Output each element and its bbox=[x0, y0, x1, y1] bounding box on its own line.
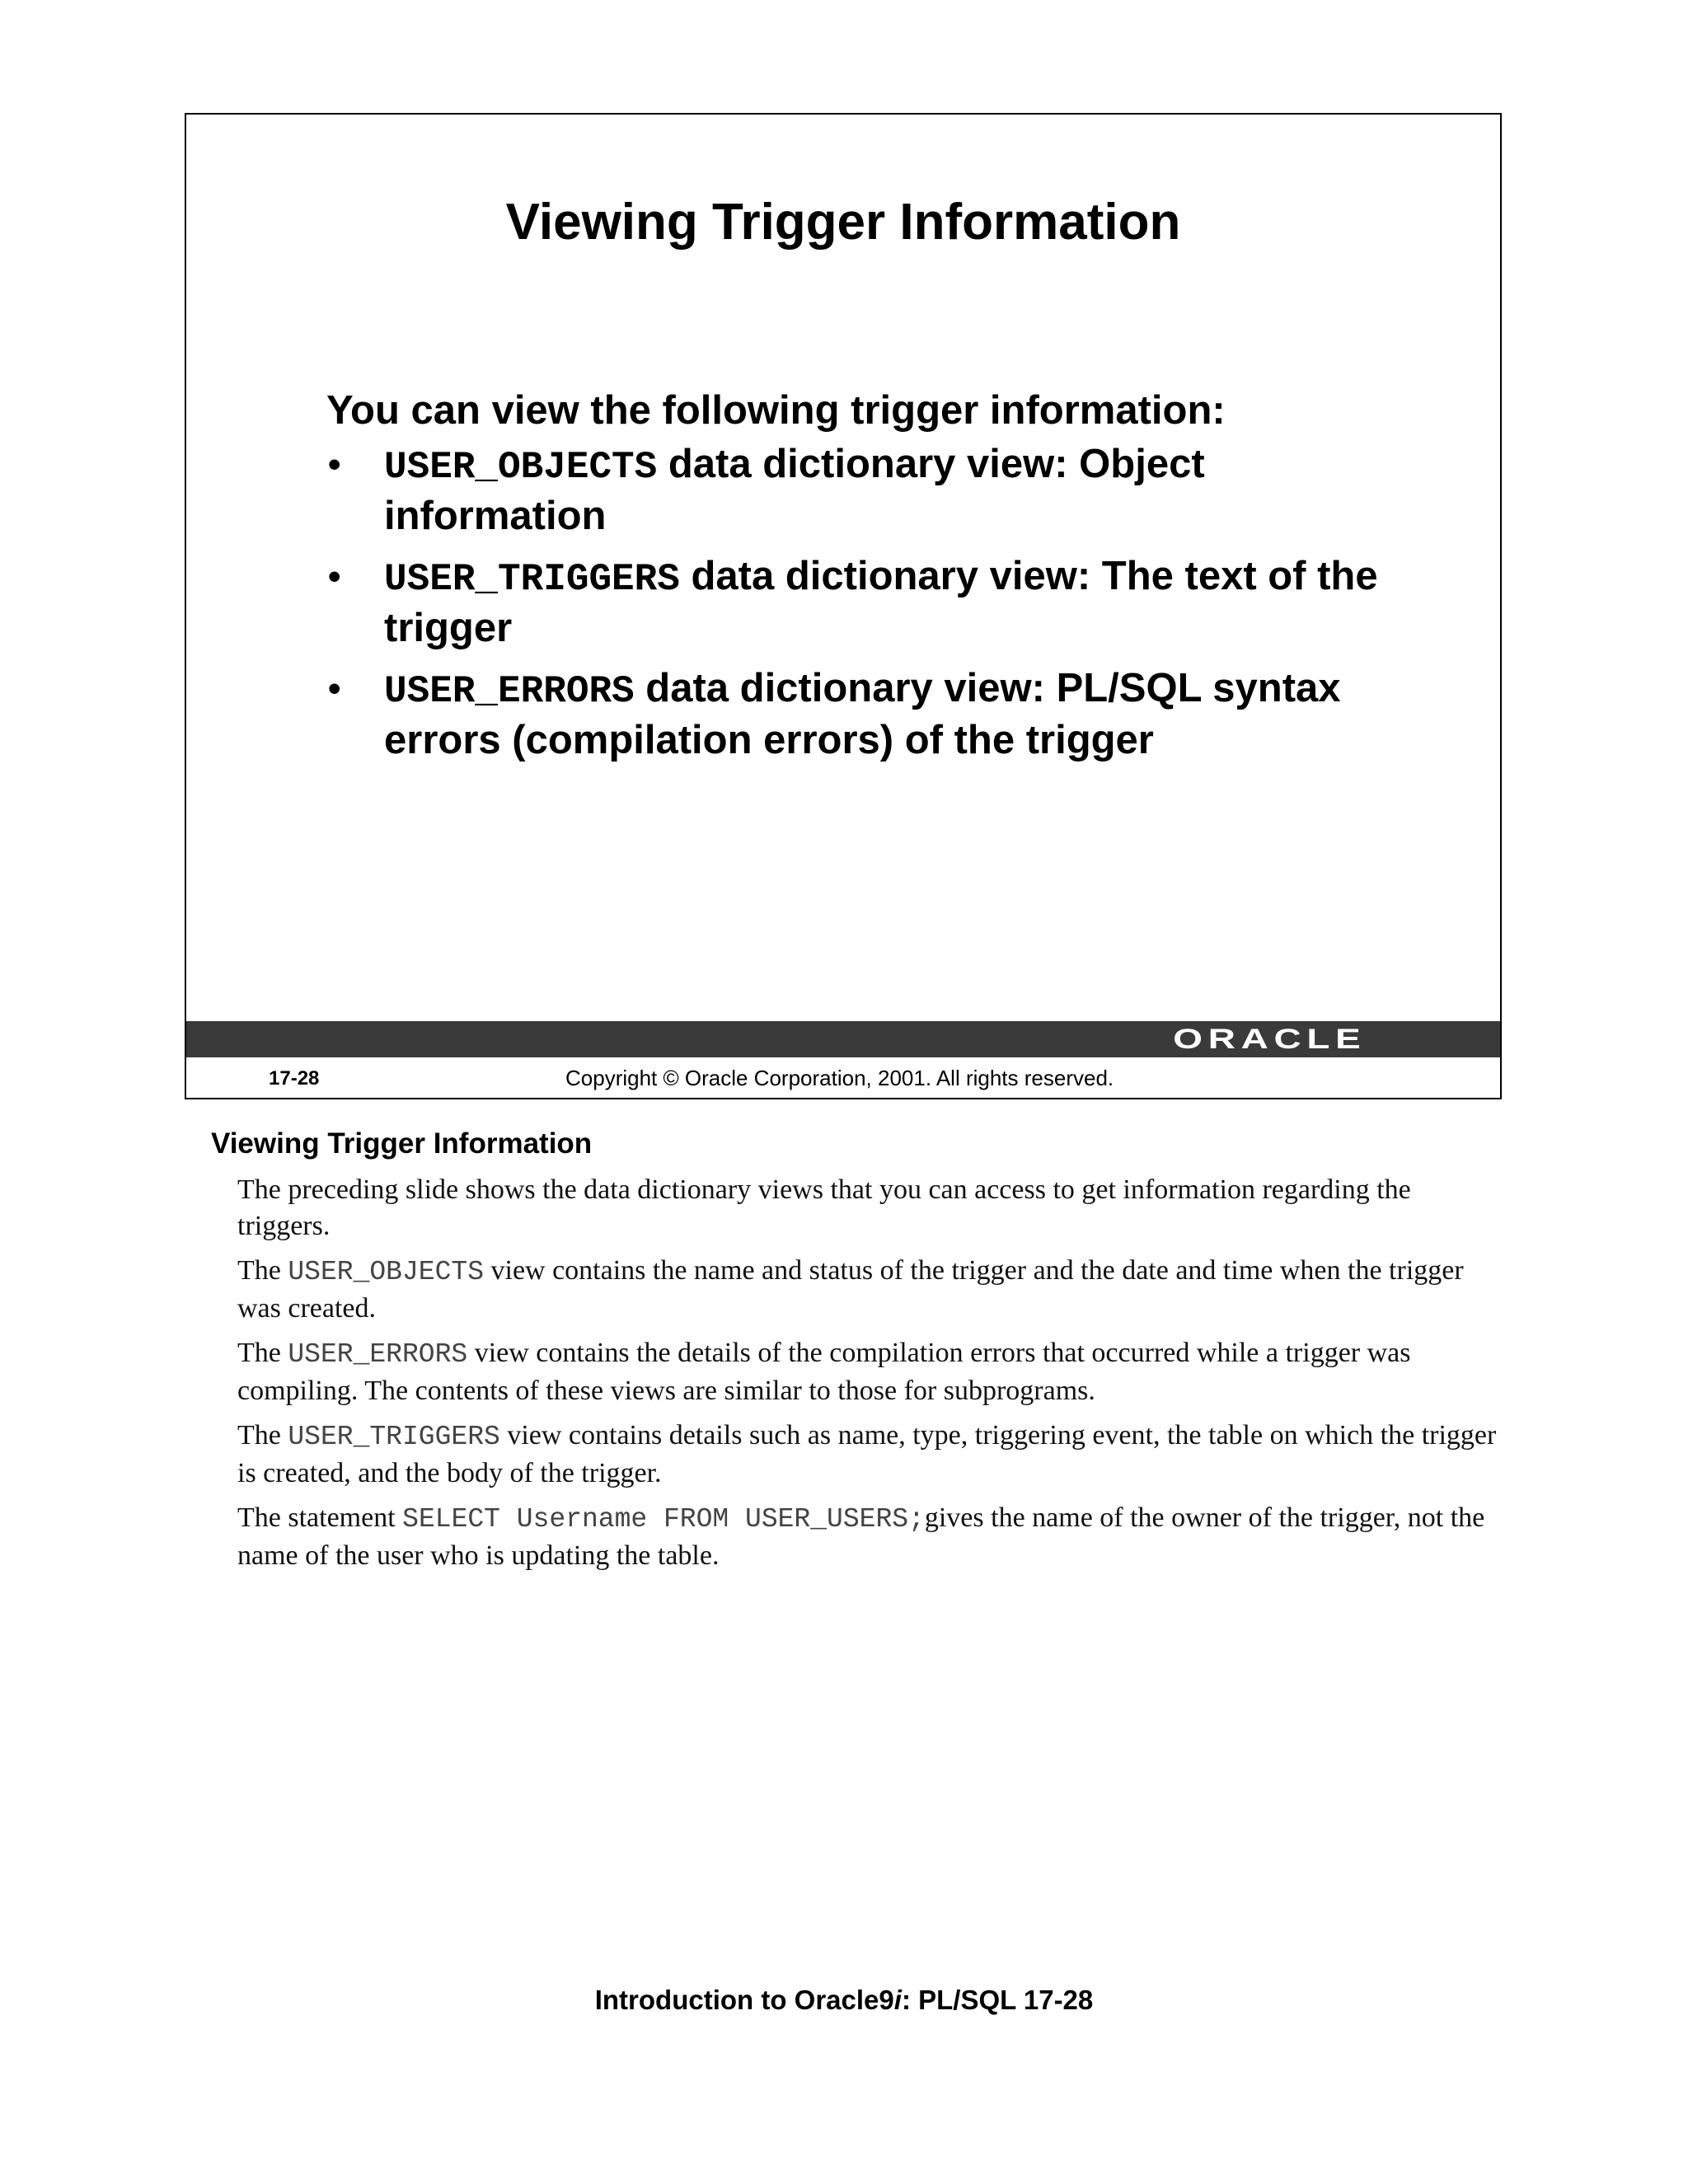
notes-paragraph: The USER_OBJECTS view contains the name and status of the trigger and the date and time when the trigger was created. bbox=[237, 1255, 1464, 1324]
bullet-item bbox=[326, 440, 1414, 541]
inline-code: SELECT Username FROM USER_USERS; bbox=[402, 1504, 925, 1535]
notes-paragraph: The USER_TRIGGERS view contains details such as name, type, triggering event, the table on which the trigger is created, and the body of the trigger. bbox=[237, 1420, 1497, 1488]
notes-title: Viewing Trigger Information bbox=[211, 1127, 593, 1160]
bullet-code: USER_TRIGGERS bbox=[384, 558, 680, 601]
page-footer: Introduction to Oracle9i: PL/SQL 17-28 bbox=[594, 1985, 1094, 2015]
slide-frame bbox=[185, 113, 1502, 1099]
slide-footer-bar bbox=[186, 1021, 1500, 1057]
copyright-text: Copyright © Oracle Corporation, 2001. All rights reserved. bbox=[565, 1066, 1114, 1090]
notes-section bbox=[211, 1127, 1497, 1582]
slide-title: Viewing Trigger Information bbox=[505, 194, 1181, 251]
bullet-text: data dictionary view: Object information bbox=[384, 442, 1205, 538]
notes-paragraph: The preceding slide shows the data dictionary views that you can access to get information regarding the triggers. bbox=[237, 1174, 1411, 1241]
slide-footer-row bbox=[186, 1057, 1500, 1099]
bullet-item bbox=[326, 664, 1414, 765]
slide-intro: You can view the following trigger information: bbox=[326, 388, 1226, 433]
bullet-dot-icon: • bbox=[328, 556, 341, 597]
bullet-code: USER_ERRORS bbox=[384, 670, 635, 713]
slide-number: 17-28 bbox=[269, 1067, 320, 1090]
bullet-dot-icon: • bbox=[328, 444, 341, 485]
inline-code: USER_TRIGGERS bbox=[288, 1422, 500, 1452]
bullet-item bbox=[326, 552, 1414, 653]
bullet-text: data dictionary view: PL/SQL syntax errors (compilation errors) of the trigger bbox=[384, 666, 1341, 762]
notes-paragraph: The statement SELECT Username FROM USER_USERS;gives the name of the owner of the trigger, not the name of the user who is updating the table. bbox=[237, 1502, 1485, 1571]
bullet-list bbox=[326, 440, 1414, 776]
bullet-dot-icon: • bbox=[328, 668, 341, 709]
oracle-logo: ORACLE bbox=[1173, 1024, 1367, 1055]
notes-paragraph: The USER_ERRORS view contains the details of the compilation errors that occurred while a trigger was compiling. The contents of these views are similar to those for subprograms. bbox=[237, 1338, 1411, 1406]
inline-code: USER_OBJECTS bbox=[288, 1257, 484, 1287]
inline-code: USER_ERRORS bbox=[288, 1339, 468, 1370]
bullet-text: data dictionary view: The text of the trigger bbox=[384, 554, 1378, 650]
bullet-code: USER_OBJECTS bbox=[384, 446, 658, 489]
